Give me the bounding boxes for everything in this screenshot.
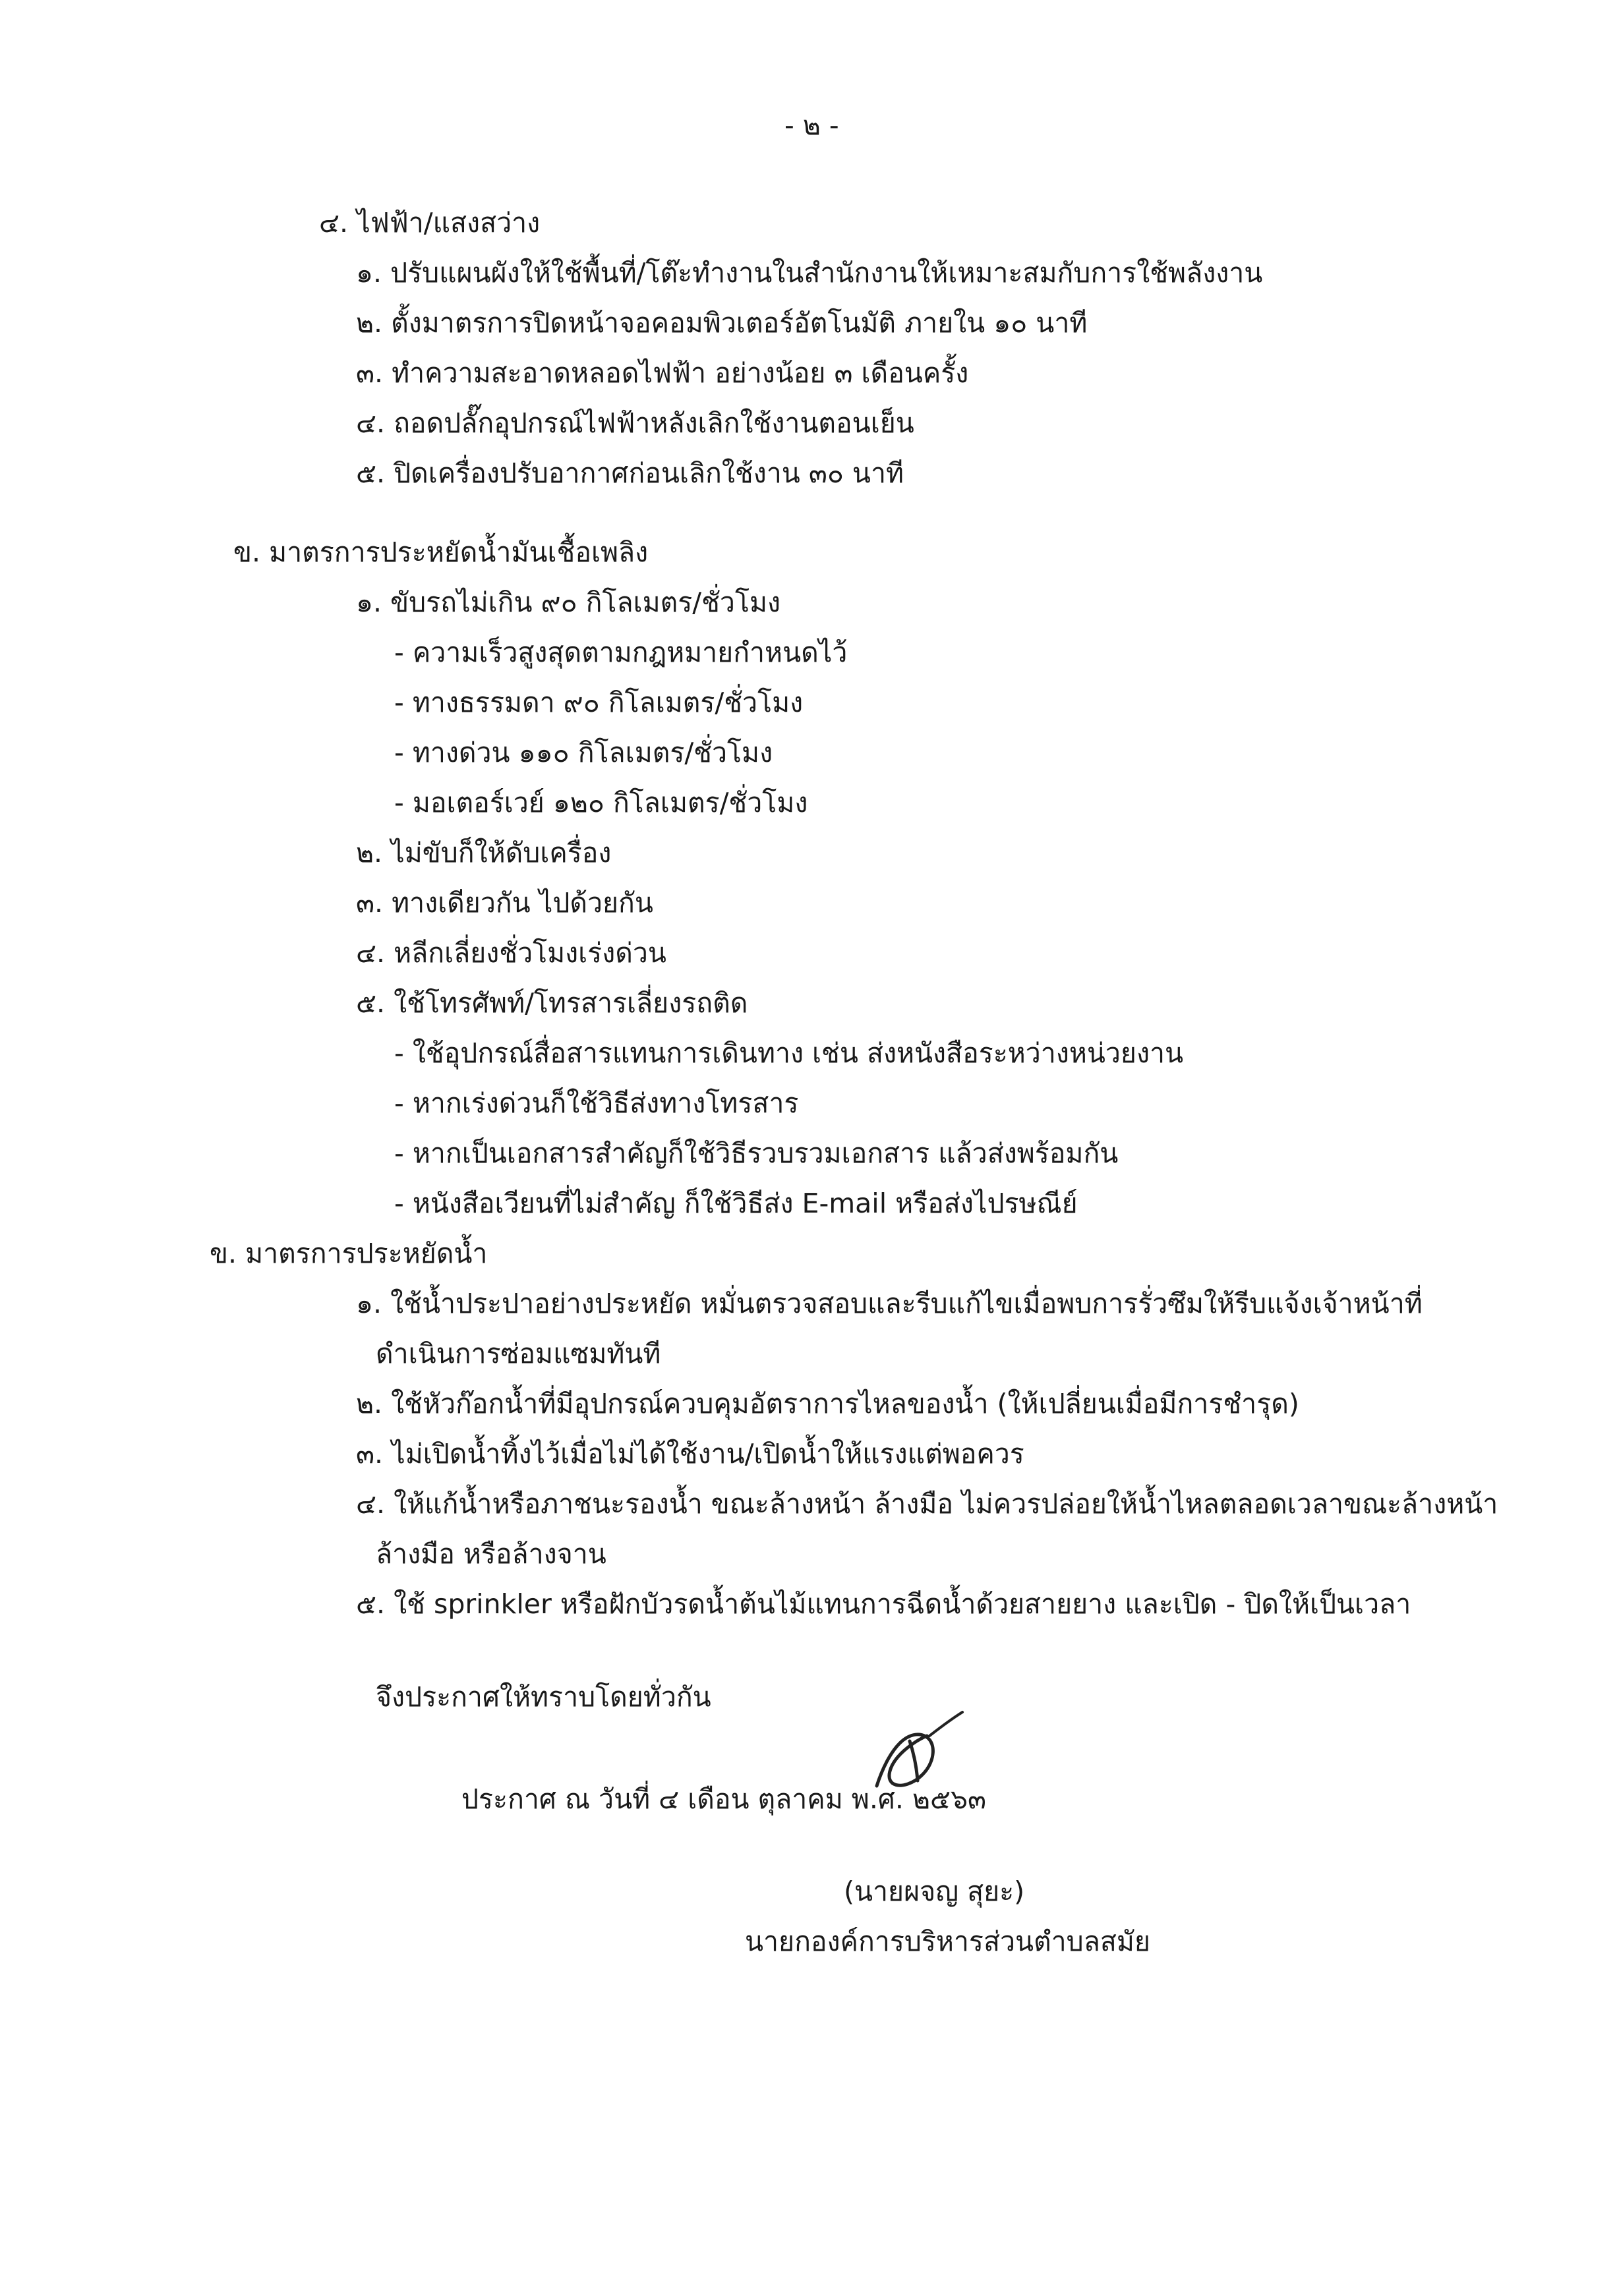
- list-item: ๓. ทำความสะอาดหลอดไฟฟ้า อย่างน้อย ๓ เดือนครั้ง: [356, 357, 969, 389]
- list-item: ๑. ขับรถไม่เกิน ๙๐ กิโลเมตร/ชั่วโมง: [356, 587, 781, 618]
- sub-list-item: - ทางด่วน ๑๑๐ กิโลเมตร/ชั่วโมง: [394, 737, 773, 768]
- section-heading-water: ข. มาตรการประหยัดน้ำ: [210, 1238, 488, 1269]
- list-item: ๔. ให้แก้น้ำหรือภาชนะรองน้ำ ขณะล้างหน้า ล้างมือ ไม่ควรปล่อยให้น้ำไหลตลอดเวลาขณะล้างหน้า: [356, 1488, 1498, 1520]
- section-heading-electricity: ๔. ไฟฟ้า/แสงสว่าง: [319, 207, 541, 239]
- list-item: ๒. ตั้งมาตรการปิดหน้าจอคอมพิวเตอร์อัตโนมัติ ภายใน ๑๐ นาที: [356, 307, 1088, 339]
- announcement-date: ประกาศ ณ วันที่ ๔ เดือน ตุลาคม พ.ศ. ๒๕๖๓: [461, 1783, 987, 1815]
- list-item: ๒. ไม่ขับก็ให้ดับเครื่อง: [356, 837, 612, 869]
- sub-list-item: - ใช้อุปกรณ์สื่อสารแทนการเดินทาง เช่น ส่งหนังสือระหว่างหน่วยงาน: [394, 1037, 1184, 1069]
- sub-list-item: - หากเป็นเอกสารสำคัญก็ใช้วิธีรวบรวมเอกสาร แล้วส่งพร้อมกัน: [394, 1137, 1119, 1169]
- signatory-position: นายกองค์การบริหารส่วนตำบลสมัย: [745, 1926, 1150, 1957]
- section-heading-fuel: ข. มาตรการประหยัดน้ำมันเชื้อเพลิง: [233, 536, 649, 568]
- list-item: ๓. ไม่เปิดน้ำทิ้งไว้เมื่อไม่ได้ใช้งาน/เปิดน้ำให้แรงแต่พอควร: [356, 1438, 1024, 1470]
- list-item: ๕. ใช้โทรศัพท์/โทรสารเลี่ยงรถติด: [356, 987, 748, 1019]
- list-item: ๕. ปิดเครื่องปรับอากาศก่อนเลิกใช้งาน ๓๐ นาที: [356, 457, 904, 489]
- sub-list-item: - ทางธรรมดา ๙๐ กิโลเมตร/ชั่วโมง: [394, 687, 804, 718]
- list-item: ๕. ใช้ sprinkler หรือฝักบัวรดน้ำต้นไม้แทนการฉีดน้ำด้วยสายยาง และเปิด - ปิดให้เป็นเวลา: [356, 1588, 1411, 1620]
- signatory-name: (นายผจญ สุยะ): [844, 1876, 1025, 1907]
- page-number: - ๒ -: [784, 109, 839, 141]
- closing-statement: จึงประกาศให้ทราบโดยทั่วกัน: [376, 1681, 711, 1713]
- list-item: ๑. ปรับแผนผังให้ใช้พื้นที่/โต๊ะทำงานในสำนักงานให้เหมาะสมกับการใช้พลังงาน: [356, 257, 1263, 289]
- list-item: ๑. ใช้น้ำประปาอย่างประหยัด หมั่นตรวจสอบและรีบแก้ไขเมื่อพบการรั่วซึมให้รีบแจ้งเจ้าหน้าที่: [356, 1288, 1423, 1319]
- list-item: ๒. ใช้หัวก๊อกน้ำที่มีอุปกรณ์ควบคุมอัตราการไหลของน้ำ (ให้เปลี่ยนเมื่อมีการชำรุด): [356, 1388, 1299, 1420]
- sub-list-item: - หนังสือเวียนที่ไม่สำคัญ ก็ใช้วิธีส่ง E-mail หรือส่งไปรษณีย์: [394, 1188, 1078, 1219]
- sub-list-item: - ความเร็วสูงสุดตามกฎหมายกำหนดไว้: [394, 637, 848, 668]
- list-item: ๔. ถอดปลั๊กอุปกรณ์ไฟฟ้าหลังเลิกใช้งานตอนเย็น: [356, 407, 914, 439]
- sub-list-item: - หากเร่งด่วนก็ใช้วิธีส่งทางโทรสาร: [394, 1087, 799, 1119]
- list-item: ๔. หลีกเลี่ยงชั่วโมงเร่งด่วน: [356, 937, 666, 969]
- list-item-continuation: ดำเนินการซ่อมแซมทันที: [376, 1338, 661, 1369]
- list-item: ๓. ทางเดียวกัน ไปด้วยกัน: [356, 887, 653, 919]
- list-item-continuation: ล้างมือ หรือล้างจาน: [376, 1538, 606, 1570]
- signature-image: [864, 1707, 982, 1806]
- sub-list-item: - มอเตอร์เวย์ ๑๒๐ กิโลเมตร/ชั่วโมง: [394, 787, 808, 818]
